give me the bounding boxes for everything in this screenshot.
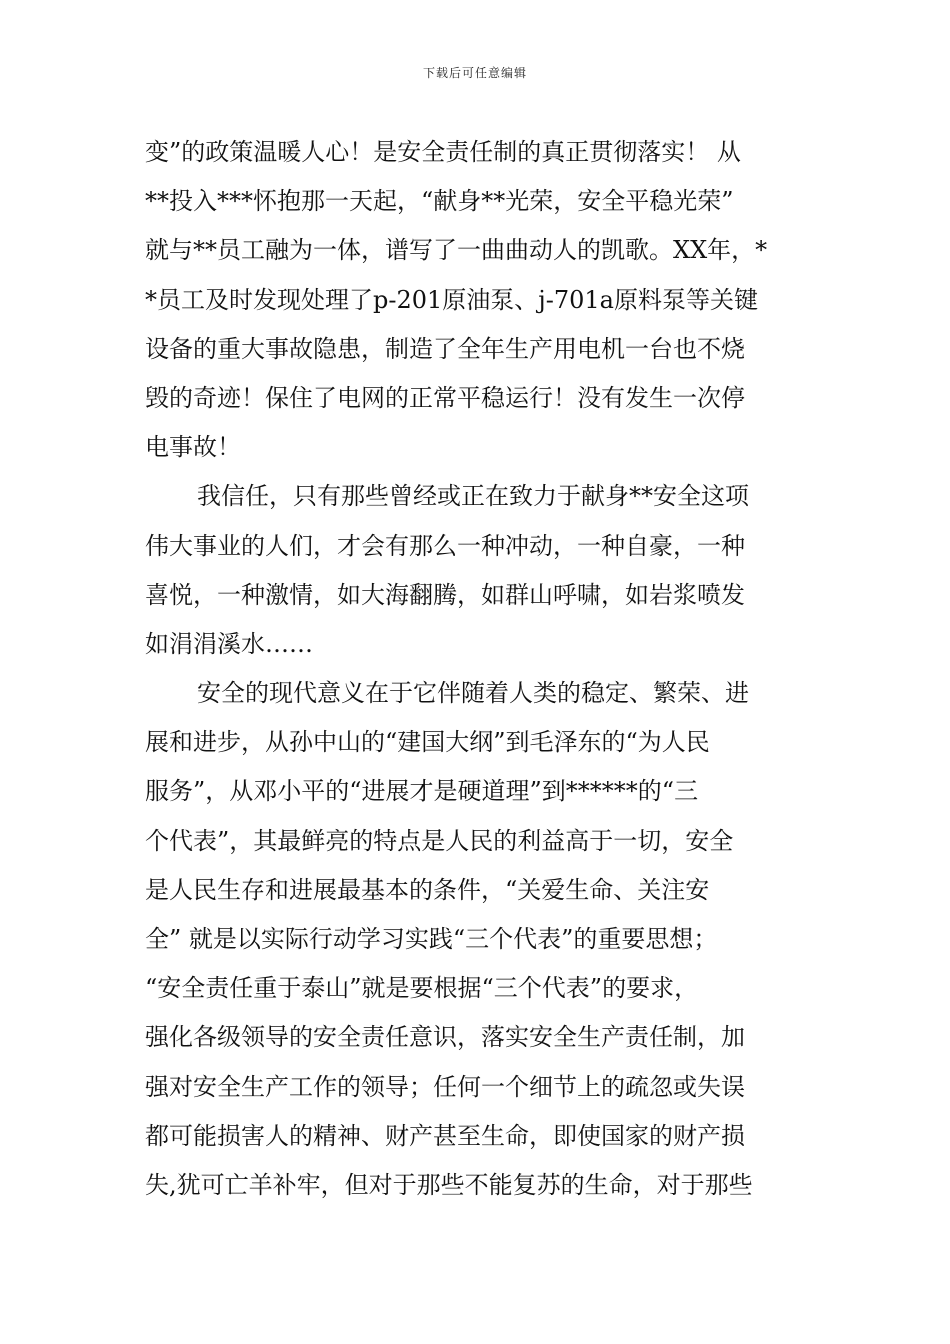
text-line: “安全责任重于泰山”就是要根据“三个代表”的要求，: [145, 974, 699, 1003]
text-line: 就与**员工融为一体，谱写了一曲曲动人的凯歌。XX年，*: [145, 236, 768, 265]
paragraph-start-line: 我信任，只有那些曾经或正在致力于献身**安全这项: [197, 482, 749, 511]
text-line: 喜悦，一种激情，如大海翻腾，如群山呼啸，如岩浆喷发: [145, 580, 745, 609]
text-line: 伟大事业的人们，才会有那么一种冲动，一种自豪，一种: [145, 531, 745, 560]
text-line: 全” 就是以实际行动学习实践“三个代表”的重要思想；: [145, 925, 718, 953]
text-line: 如涓涓溪水……: [145, 629, 313, 658]
text-line: 变”的政策温暖人心！是安全责任制的真正贯彻落实！ 从: [145, 138, 741, 166]
text-line: 都可能损害人的精神、财产甚至生命，即使国家的财产损: [145, 1121, 745, 1150]
text-line: 设备的重大事故隐患，制造了全年生产用电机一台也不烧: [145, 334, 745, 363]
text-line: 强化各级领导的安全责任意识，落实安全生产责任制，加: [145, 1023, 745, 1052]
paragraph-start-line: 安全的现代意义在于它伴随着人类的稳定、繁荣、进: [197, 679, 749, 708]
text-line: 电事故！: [145, 433, 241, 462]
text-line: 展和进步，从孙中山的“建国大纲”到毛泽东的“为人民: [145, 728, 710, 757]
page-header: 下载后可任意编辑: [422, 66, 527, 80]
text-line: 失,犹可亡羊补牢，但对于那些不能复苏的生命，对于那些: [145, 1170, 753, 1199]
text-line: 个代表”，其最鲜亮的特点是人民的利益高于一切，安全: [145, 826, 734, 855]
document-body: [145, 128, 810, 1210]
text-line: 服务”，从邓小平的“进展才是硬道理”到******的“三: [145, 777, 699, 806]
text-line: 是人民生存和进展最基本的条件，“关爱生命、关注安: [145, 875, 710, 904]
text-line: **投入***怀抱那一天起，“献身**光荣，安全平稳光荣”: [145, 187, 734, 216]
text-line: 毁的奇迹！保住了电网的正常平稳运行！没有发生一次停: [145, 383, 745, 412]
text-line: 强对安全生产工作的领导；任何一个细节上的疏忽或失误: [145, 1072, 745, 1101]
text-line: *员工及时发现处理了p-201原油泵、j-701a原料泵等关键: [145, 285, 758, 314]
